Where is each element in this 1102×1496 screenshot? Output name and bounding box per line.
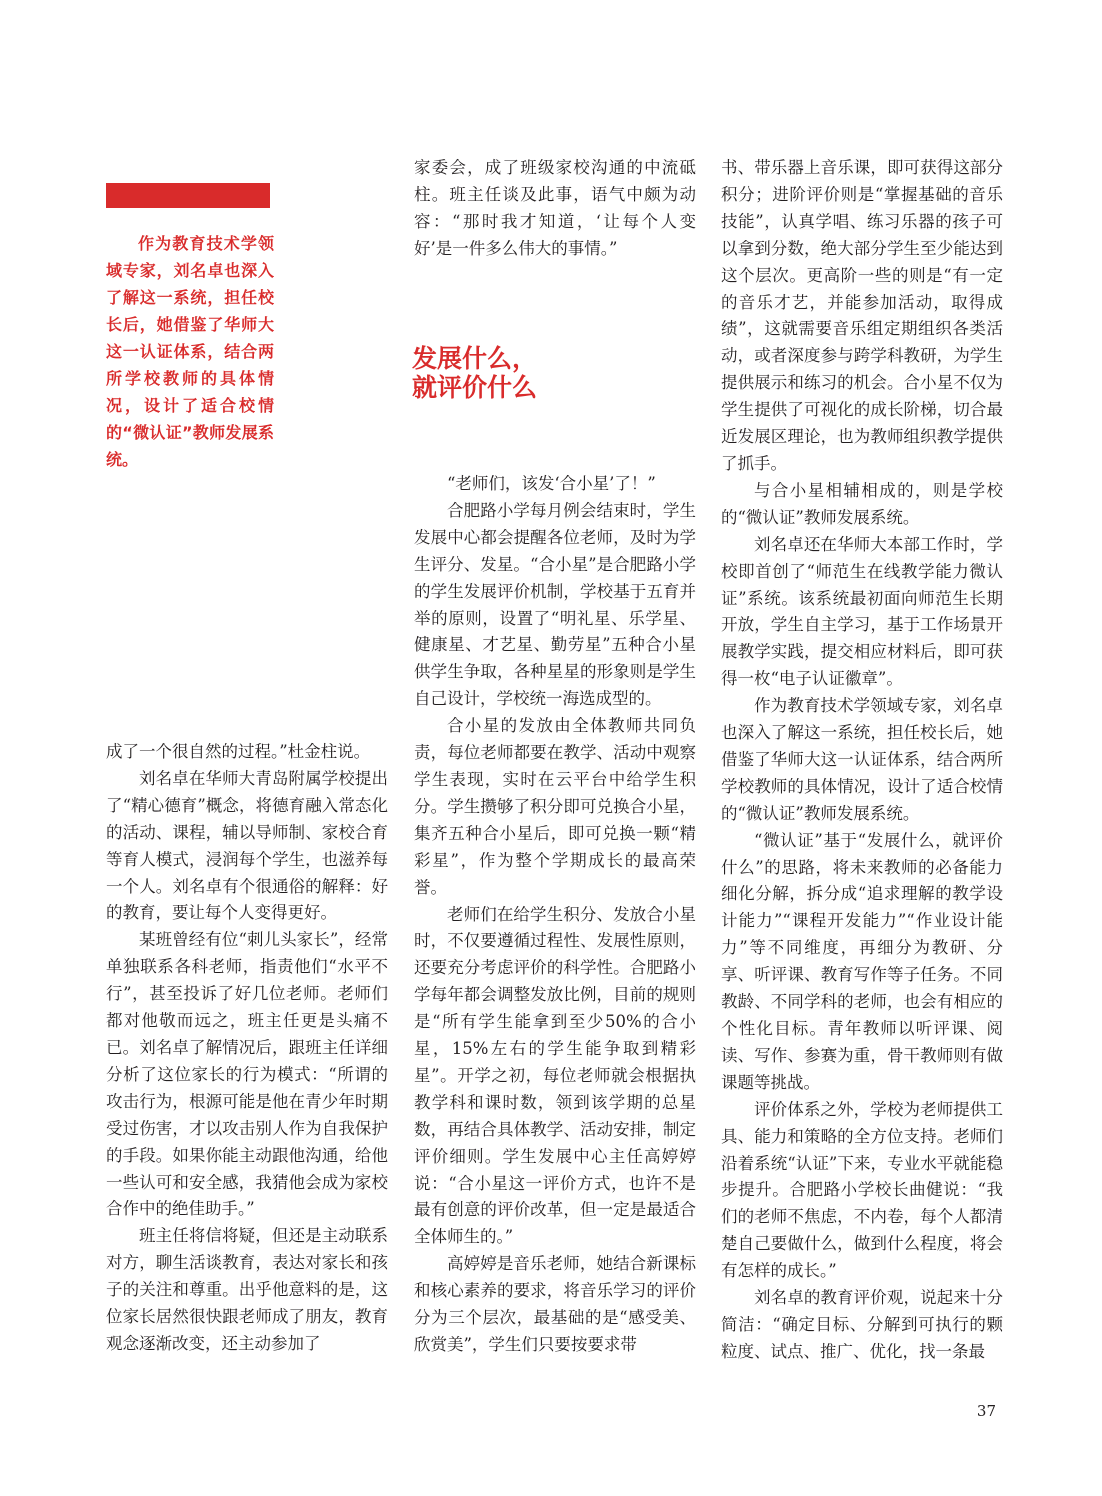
paragraph: 高婷婷是音乐老师，她结合新课标和核心素养的要求，将音乐学习的评价分为三个层次，最基础的是“感受美、欣赏美”，学生们只要按要求带 xyxy=(414,1254,696,1354)
heading-line-1: 发展什么， xyxy=(412,344,538,373)
section-heading xyxy=(412,344,537,402)
paragraph: 评价体系之外，学校为老师提供工具、能力和策略的全方位支持。老师们沿着系统“认证”下来，专业水平就能稳步提升。合肥路小学校长曲健说：“我们的老师不焦虑，不内卷，每个人都清楚自己要做什么，做到什么程度，将会有怎样的成长。” xyxy=(721,1099,1003,1281)
paragraph: “老师们，该发‘合小星’了！” xyxy=(447,474,656,493)
paragraph: 与合小星相辅相成的，则是学校的“微认证”教师发展系统。 xyxy=(721,480,1003,527)
paragraph: 作为教育技术学领域专家，刘名卓也深入了解这一系统，担任校长后，她借鉴了华师大这一认证体系，结合两所学校教师的具体情况，设计了适合校情的“微认证”教师发展系统。 xyxy=(721,696,1003,823)
paragraph: 班主任将信将疑，但还是主动联系对方，聊生活谈教育，表达对家长和孩子的关注和尊重。出乎他意料的是，这位家长居然很快跟老师成了朋友，教育观念逐渐改变，还主动参加了 xyxy=(106,1226,388,1353)
paragraph: 刘名卓还在华师大本部工作时，学校即首创了“师范生在线教学能力微认证”系统。该系统最初面向师范生长期开放，学生自主学习，基于工作场景开展教学实践，提交相应材料后，即可获得一枚“电子认证徽章”。 xyxy=(721,534,1003,689)
paragraph: 刘名卓在华师大青岛附属学校提出了“精心德育”概念，将德育融入常态化的活动、课程，辅以导师制、家校合育等育人模式，浸润每个学生，也滋养每一个人。刘名卓有个很通俗的解释：好的教育，要让每个人变得更好。 xyxy=(106,768,388,923)
paragraph: 书、带乐器上音乐课，即可获得这部分积分；进阶评价则是“掌握基础的音乐技能”，认真学唱、练习乐器的孩子可以拿到分数，绝大部分学生至少能达到这个层次。更高阶一些的则是“有一定的音乐才艺，并能参加活动，取得成绩”，这就需要音乐组定期组织各类活动，或者深度参与跨学科教研，为学生提供展示和练习的机会。合小星不仅为学生提供了可视化的成长阶梯，切合最近发展区理论，也为教师组织教学提供了抓手。 xyxy=(721,158,1003,473)
page-number: 37 xyxy=(976,1402,996,1420)
column-2 xyxy=(414,471,696,1359)
paragraph: 成了一个很自然的过程。”杜金柱说。 xyxy=(106,742,371,761)
paragraph: 老师们在给学生积分、发放合小星时，不仅要遵循过程性、发展性原则，还要充分考虑评价的科学性。合肥路小学每年都会调整发放比例，目前的规则是“所有学生能拿到至少50%的合小星，15%左右的学生能争取到精彩星”。开学之初，每位老师就会根据执教学科和课时数，领到该学期的总星数，再结合具体教学、活动安排，制定评价细则。学生发展中心主任高婷婷说：“合小星这一评价方式，也许不是最有创意的评价改革，但一定是最适合全体师生的。” xyxy=(414,904,696,1247)
paragraph: 家委会，成了班级家校沟通的中流砥柱。班主任谈及此事，语气中颇为动容：“那时我才知道，‘让每个人变好’是一件多么伟大的事情。” xyxy=(414,158,696,258)
red-accent-bar xyxy=(106,183,270,208)
paragraph: 某班曾经有位“刺儿头家长”，经常单独联系各科老师，指责他们“水平不行”，甚至投诉了好几位老师。老师们都对他敬而远之，班主任更是头痛不已。刘名卓了解情况后，跟班主任详细分析了这位家长的行为模式：“所谓的攻击行为，根源可能是他在青少年时期受过伤害，才以攻击别人作为自我保护的手段。如果你能主动跟他沟通，给他一些认可和安全感，我猜他会成为家校合作中的绝佳助手。” xyxy=(106,930,388,1219)
column-1 xyxy=(106,739,388,1358)
column-3 xyxy=(721,155,1003,1366)
heading-line-2: 就评价什么 xyxy=(412,373,538,402)
paragraph: 合肥路小学每月例会结束时，学生发展中心都会提醒各位老师，及时为学生评分、发星。“合小星”是合肥路小学的学生发展评价机制，学校基于五育并举的原则，设置了“明礼星、乐学星、健康星、才艺星、勤劳星”五种合小星供学生争取，各种星星的形象则是学生自己设计，学校统一海选成型的。 xyxy=(414,500,696,709)
paragraph: 刘名卓的教育评价观，说起来十分简洁：“确定目标、分解到可执行的颗粒度、试点、推广、优化，找一条最 xyxy=(721,1288,1003,1361)
pull-quote: 作为教育技术学领域专家，刘名卓也深入了解这一系统，担任校长后，她借鉴了华师大这一认证体系，结合两所学校教师的具体情况，设计了适合校情的“微认证”教师发展系统。 xyxy=(106,234,274,469)
paragraph: “微认证”基于“发展什么，就评价什么”的思路，将未来教师的必备能力细化分解，拆分成“追求理解的教学设计能力”“课程开发能力”“作业设计能力”等不同维度，再细分为教研、分享、听评课、教育写作等子任务。不同教龄、不同学科的老师，也会有相应的个性化目标。青年教师以听评课、阅读、写作、参赛为重，骨干教师则有做课题等挑战。 xyxy=(721,830,1003,1092)
column-2-top xyxy=(414,155,696,263)
paragraph: 合小星的发放由全体教师共同负责，每位老师都要在教学、活动中观察学生表现，实时在云平台中给学生积分。学生攒够了积分即可兑换合小星，集齐五种合小星后，即可兑换一颗“精彩星”，作为整个学期成长的最高荣誉。 xyxy=(414,716,696,897)
